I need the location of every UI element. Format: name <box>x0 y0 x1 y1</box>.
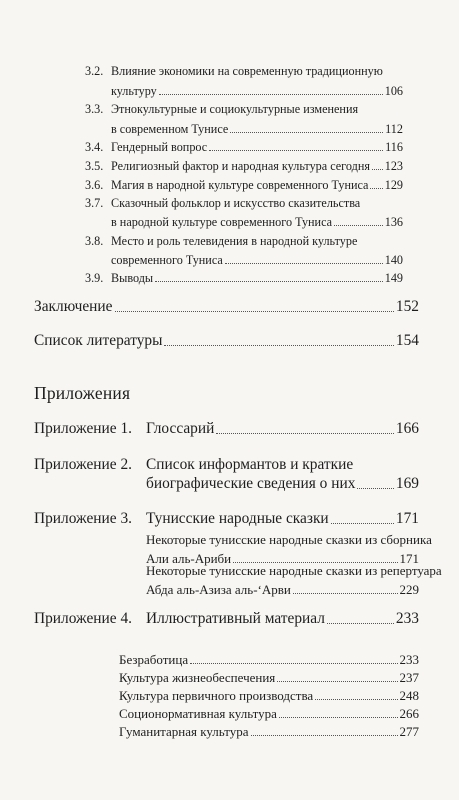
toc-entry-material <box>119 706 419 722</box>
toc-entry-material <box>119 670 419 686</box>
entry-title: Соционормативная культура <box>119 706 277 721</box>
entry-title-line1: Этнокультурные и социокультурные изменения <box>111 102 359 116</box>
dot-leader <box>230 132 383 133</box>
entry-title-line1: Некоторые тунисские народные сказки из сборника <box>146 532 432 547</box>
dot-leader <box>159 94 383 95</box>
page-number: 237 <box>399 670 419 685</box>
dot-leader <box>190 663 397 664</box>
page-number: 149 <box>384 271 403 285</box>
dot-leader <box>370 188 382 189</box>
dot-leader <box>277 681 397 682</box>
section-number: 3.4. <box>85 140 104 154</box>
dot-leader <box>334 225 383 226</box>
page-number: 229 <box>399 582 419 597</box>
section-number: 3.8. <box>85 234 104 248</box>
entry-title: Магия в народной культуре современного Туниса <box>111 178 369 192</box>
toc-entry-conclusion <box>34 298 419 316</box>
entry-title-line1: Сказочный фольклор и искусство сказительства <box>111 196 361 210</box>
dot-leader <box>372 169 383 170</box>
page-number: 171 <box>399 551 419 566</box>
dot-leader <box>279 717 398 718</box>
page-number: 140 <box>384 253 403 267</box>
entry-title-line2: современного Туниса <box>111 253 223 267</box>
entry-title: Список литературы <box>34 332 163 349</box>
page-number: 266 <box>399 706 419 721</box>
page-number: 154 <box>395 332 419 349</box>
entry-title: Тунисские народные сказки <box>146 510 329 527</box>
page-number: 171 <box>395 510 419 527</box>
toc-entry-references <box>34 332 419 350</box>
page-number: 233 <box>395 610 419 627</box>
entry-title-line1: Место и роль телевидения в народной культуре <box>111 234 358 248</box>
appendix-label: Приложение 4. <box>34 610 132 627</box>
dot-leader <box>225 263 383 264</box>
entry-title-line2: Абда аль-Азиза аль-ʻАрви <box>146 582 291 597</box>
entry-title: Заключение <box>34 298 113 315</box>
dot-leader <box>251 735 398 736</box>
entry-title-line1: Список информантов и краткие <box>146 456 354 473</box>
dot-leader <box>331 523 394 524</box>
section-number: 3.5. <box>85 159 104 173</box>
entry-title-line1: Некоторые тунисские народные сказки из репертуара <box>146 563 442 578</box>
appendix-label: Приложение 1. <box>34 420 132 437</box>
dot-leader <box>216 433 394 434</box>
page-number: 123 <box>384 159 403 173</box>
entry-title-line2: в современном Тунисе <box>111 122 229 136</box>
appendix-label: Приложение 3. <box>34 510 132 527</box>
entry-title: Гендерный вопрос <box>111 140 208 154</box>
dot-leader <box>357 488 394 489</box>
dot-leader <box>115 311 394 312</box>
entry-title-line2: Али аль-Ариби <box>146 551 232 566</box>
entry-title-line1: Влияние экономики на современную традиционную <box>111 64 383 78</box>
page-number: 106 <box>384 84 403 98</box>
entry-title: Выводы <box>111 271 154 285</box>
entry-title: Гуманитарная культура <box>119 724 249 739</box>
dot-leader <box>293 593 398 594</box>
page-number: 248 <box>399 688 419 703</box>
page-number: 112 <box>385 122 403 136</box>
dot-leader <box>155 281 383 282</box>
appendix-label: Приложение 2. <box>34 456 132 473</box>
section-number: 3.9. <box>85 271 104 285</box>
dot-leader <box>327 623 394 624</box>
dot-leader <box>164 345 393 346</box>
entry-title-line2: культуру <box>111 84 157 98</box>
page-number: 129 <box>384 178 403 192</box>
entry-title: Глоссарий <box>146 420 215 437</box>
toc-entry-material <box>119 724 419 740</box>
page-number: 116 <box>385 140 403 154</box>
toc-entry-material <box>119 688 419 704</box>
section-number: 3.2. <box>85 64 104 78</box>
entry-title-line2: в народной культуре современного Туниса <box>111 215 333 229</box>
page-number: 277 <box>399 724 419 739</box>
toc-entry-material <box>119 652 419 668</box>
appendices-heading: Приложения <box>34 383 131 403</box>
section-number: 3.3. <box>85 102 104 116</box>
section-number: 3.7. <box>85 196 104 210</box>
entry-title: Культура жизнеобеспечения <box>119 670 276 685</box>
entry-title: Религиозный фактор и народная культура сегодня <box>111 159 370 173</box>
entry-title-line2: биографические сведения о них <box>146 475 356 492</box>
section-number: 3.6. <box>85 178 104 192</box>
entry-title: Безработица <box>119 652 189 667</box>
page-number: 152 <box>395 298 419 315</box>
page-number: 169 <box>395 475 419 492</box>
page-number: 166 <box>395 420 419 437</box>
entry-title: Культура первичного производства <box>119 688 314 703</box>
dot-leader <box>209 150 383 151</box>
page-number: 136 <box>384 215 403 229</box>
page-number: 233 <box>399 652 419 667</box>
entry-title: Иллюстративный материал <box>146 610 325 627</box>
dot-leader <box>315 699 397 700</box>
